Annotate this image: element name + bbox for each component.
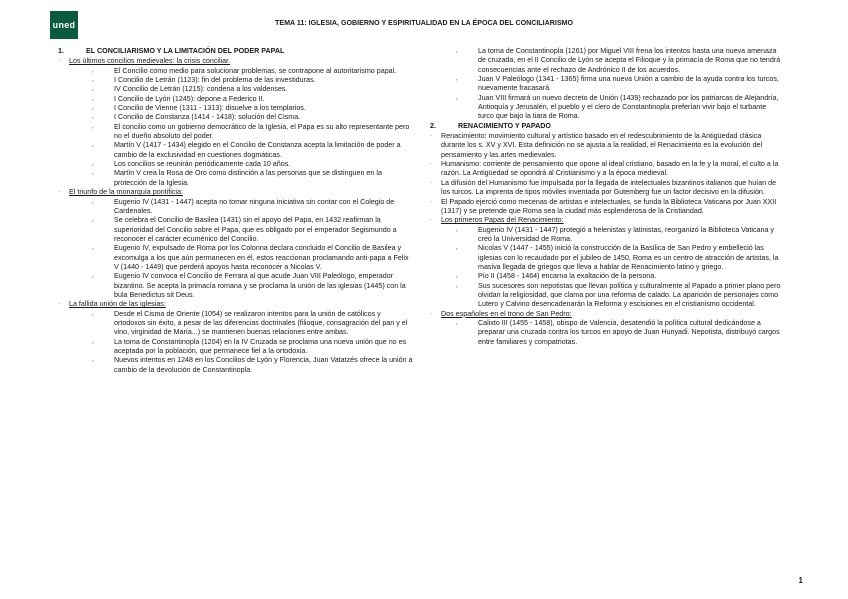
list-item [58, 244, 413, 272]
list-item [58, 356, 413, 375]
group-heading [430, 216, 782, 225]
bullet-icon: · [58, 58, 60, 65]
left-column [58, 47, 413, 375]
logo-text: uned [52, 20, 76, 30]
list-item-text: Eugenio IV, expulsado de Roma por los Colonna declara concluido el Concilio de Basilea y excomulga a los que aún permanecen en él, estos reaccionan proclamando anti-papa a Felix V (1440 - 1449) que perderá apoyos hasta reconocer a Nicolas V. [114, 244, 409, 271]
list-item-text: I Concilio de Letrán (1123): fin del problema de las investiduras. [114, 76, 316, 85]
section-heading [58, 47, 413, 56]
list-item [58, 123, 413, 142]
list-item-text: Se celebra el Concilio de Basilea (1431) sin el apoyo del Papa, en 1432 reafirman la superioridad del Concilio sobre el Papa, que es obligado por el emperador Segismundo a reconocer el carácter ecuménico del Concilio. [114, 216, 397, 243]
list-item-text: La toma de Constantinopla (1204) en la IV Cruzada se proclama una nueva unión que no es aceptada por la población, que permanece fiel a la ortodoxia. [114, 337, 407, 355]
list-item [58, 160, 413, 169]
bullet-icon: , [456, 48, 458, 54]
list-item [58, 95, 413, 104]
list-item-text: I Concilio de Vienne (1311 - 1313): disuelve a los templarios. [114, 104, 306, 113]
bullet-icon: , [92, 77, 94, 84]
bullet-icon: , [456, 94, 458, 101]
list-item [58, 141, 413, 160]
bullet-icon: , [92, 105, 94, 112]
list-item [58, 76, 413, 85]
list-item-text: Sus sucesores son nepotistas que llevan política y culturalmente al Papado a primer plano pero olvidan la religiosidad, que clama por una reforma de calado. La aparición de personajes como Lutero y Calvino desencadenarán la Reforma y escisiones en el cristianismo occidental. [478, 281, 781, 309]
bullet-icon: , [456, 273, 458, 280]
list-item [58, 169, 413, 188]
bullet-icon: , [456, 226, 458, 233]
list-item-text: Desde el Cisma de Oriente (1054) se realizaron intentos para la unión de católicos y ortodoxos sin éxito, a pesar de las diferencias doctrinales (filioque, consagración del pan y el vino, virginidad de María...) se mantienen buenas relaciones entre ambas. [114, 309, 408, 337]
bullet-icon: , [456, 76, 458, 83]
bullet-icon: , [92, 198, 94, 205]
list-item [58, 104, 413, 113]
section-heading [430, 122, 782, 131]
bullet-icon: · [430, 217, 432, 224]
list-item-text: Los concilios se reunirán periódicamente cada 10 años. [114, 160, 291, 169]
list-item-text: Juan VIII firmará un nuevo decreto de Unión (1439) rechazado por los patriarcas de Alejandría, Antioquía y Jerusalén, el pueblo y el clero de Constantinopla preferían vivir bajo el turbante turco que bajo la tiara de Roma. [478, 93, 779, 121]
list-item [442, 319, 782, 347]
list-item [58, 310, 413, 338]
list-item [442, 226, 782, 245]
group-heading-text: Los últimos concilios medievales: la crisis conciliar. [69, 57, 231, 66]
paragraph [430, 160, 782, 179]
list-item-text: IV Concilio de Letrán (1215): condena a los valdenses. [114, 85, 288, 94]
page-number: 1 [798, 576, 803, 585]
bullet-icon: · [58, 189, 60, 196]
group-heading-text: La fallida unión de las iglesias: [69, 300, 166, 309]
bullet-icon: · [58, 301, 60, 308]
section-title: EL CONCILIARISMO Y LA LIMITACIÓN DEL PODER PAPAL [86, 47, 285, 55]
list-item [442, 244, 782, 272]
group-heading [58, 188, 413, 197]
paragraph [430, 179, 782, 198]
group-heading [58, 57, 413, 66]
list-item-text: Martín V crea la Rosa de Oro como distinción a las personas que se distinguen en la protección de la Iglesia. [114, 169, 382, 187]
list-item-text: Pío II (1458 - 1464) encarna la exaltación de la persona. [478, 272, 657, 281]
list-item [58, 198, 413, 217]
bullet-icon: , [456, 282, 458, 289]
bullet-icon: · [430, 161, 432, 168]
paragraph [430, 132, 782, 160]
paragraph-text: Humanismo: corriente de pensamiento que opone al ideal cristiano, basado en la fe y la moral, el culto a la razón. La Antigüedad se opondrá al Cristianismo y a la época medieval. [441, 160, 779, 178]
bullet-icon: · [430, 179, 432, 186]
bullet-icon: , [92, 217, 94, 224]
list-item-text: Martín V (1417 - 1434) elegido en el Concilio de Constanza acepta la limitación de poder a cambio de la exclusividad en cuestiones dogmáticas. [114, 141, 401, 159]
bullet-icon: , [92, 86, 94, 93]
right-column [430, 47, 782, 347]
bullet-icon: , [92, 95, 94, 102]
paragraph-text: La difusión del Humanismo fue impulsada por la llegada de intelectuales bizantinos italianos que huían de los turcos. La imprenta de tipos móviles inventada por Gutemberg fue un factor decisivo en la difusión. [441, 178, 777, 197]
bullet-icon: , [456, 319, 458, 326]
paragraph [430, 198, 782, 217]
list-item [58, 272, 413, 300]
list-item-text: El Concilio como medio para solucionar problemas, se contrapone al autoritarismo papal. [114, 66, 397, 75]
list-item [58, 85, 413, 94]
list-item-text: Eugenio IV convoca el Concilio de Ferrara al que acude Juan VIII Paleólogo, emperador bizantino. Se acepta la primacía romana y se proclama la unión de las iglesias (1445) con la bula Benedictus sit Deus. [114, 272, 406, 299]
section-title: RENACIMIENTO Y PAPADO [458, 121, 551, 130]
list-item [58, 113, 413, 122]
bullet-icon: · [430, 133, 432, 140]
list-item [442, 94, 782, 122]
bullet-icon: , [92, 161, 94, 168]
page-title: TEMA 11: IGLESIA, GOBIERNO Y ESPIRITUALIDAD EN LA ÉPOCA DEL CONCILIARISMO [275, 19, 573, 27]
list-item-text: El concilio como un gobierno democrático de la Iglesia, el Papa es su alto representante pero no el dueño absoluto del poder. [114, 122, 410, 141]
list-item-text: I Concilio de Lyón (1245): depone a Federico II. [114, 94, 265, 103]
list-item [442, 47, 782, 75]
bullet-icon: · [430, 310, 432, 317]
list-item-text: La toma de Constantinopla (1261) por Miguel VIII frena los intentos hasta una nueva amenaza de cruzada, en el II Concilio de Lyón se acepta el Filioque y la primacía de Roma que no tendrá consecuencias ante el rechazo de Andrónico II de los acuerdos. [478, 47, 781, 74]
list-item-text: Nuevos intentos en 1248 en los Concilios de Lyón y Florencia, Juan Vatatzés ofrece la unión a cambio de la devolución de Constantinopla. [114, 356, 413, 374]
bullet-icon: , [456, 245, 458, 252]
paragraph-text: Renacimiento: movimiento cultural y artístico basado en el redescubrimiento de la Antigüedad clásica durante los s. XV y XVI. Esta definición no se ajusta a la realidad, el Renacimiento es la evolución del pensamiento y las artes medievales. [441, 132, 763, 159]
paragraph-text: El Papado ejerció como mecenas de artistas e intelectuales, se funda la Biblioteca Vaticana por Juan XXII (1317) y se pretende que Roma sea la ciudad más esplenderosa de la Cristiandad. [441, 197, 777, 215]
section-number: 2. [430, 121, 436, 130]
bullet-icon: , [92, 114, 94, 121]
section-number: 1. [58, 47, 64, 55]
group-heading [58, 300, 413, 309]
bullet-icon: · [430, 198, 432, 205]
list-item-text: I Concilio de Constanza (1414 - 1418): solución del Cisma. [114, 113, 301, 122]
list-item [58, 338, 413, 357]
bullet-icon: , [92, 273, 94, 280]
bullet-icon: , [92, 357, 94, 364]
group-heading-text: El triunfo de la monarquía pontificia: [69, 188, 183, 197]
list-item [442, 75, 782, 94]
bullet-icon: , [92, 123, 94, 130]
list-item [58, 67, 413, 76]
bullet-icon: , [92, 310, 94, 317]
list-item [58, 216, 413, 244]
list-item-text: Juan V Paleólogo (1341 - 1365) firma una nueva Unión a cambio de la ayuda contra los turcos, nuevamente fracasará. [478, 75, 779, 93]
bullet-icon: , [92, 170, 94, 177]
list-item-text: Calixto III (1455 - 1458), obispo de Valencia, desatendió la política cultural dedicándose a preparar una cruzada contra los turcos en apoyo de Juan Hunyadi. Nepotista, distribuyó cargos entre familiares y compatriotas. [478, 318, 780, 346]
bullet-icon: , [92, 142, 94, 149]
group-heading-text: Los primeros Papas del Renacimiento: [441, 216, 564, 225]
list-item-text: Eugenio IV (1431 - 1447) acepta no tomar ninguna iniciativa sin contar con el Colegio de Cardenales. [114, 197, 395, 215]
list-item [442, 272, 782, 281]
list-item [442, 282, 782, 310]
bullet-icon: , [92, 245, 94, 252]
group-heading [430, 310, 782, 319]
list-item-text: Eugenio IV (1431 - 1447) protegió a helenistas y latinistas, reorganizó la Biblioteca Vaticana y creó la Universidad de Roma. [478, 225, 774, 243]
bullet-icon: , [92, 67, 94, 74]
group-heading-text: Dos españoles en el trono de San Pedro: [441, 309, 572, 318]
bullet-icon: , [92, 338, 94, 345]
list-item-text: Nicolas V (1447 - 1455) inició la construcción de la Basílica de San Pedro y embelleció las iglesias con lo recaudado por el jubileo de 1450, Roma es un centro de atracción de artistas, la masiva llegada de griegos que lleva a hablar de Renacimiento latino y griego. [478, 244, 779, 271]
